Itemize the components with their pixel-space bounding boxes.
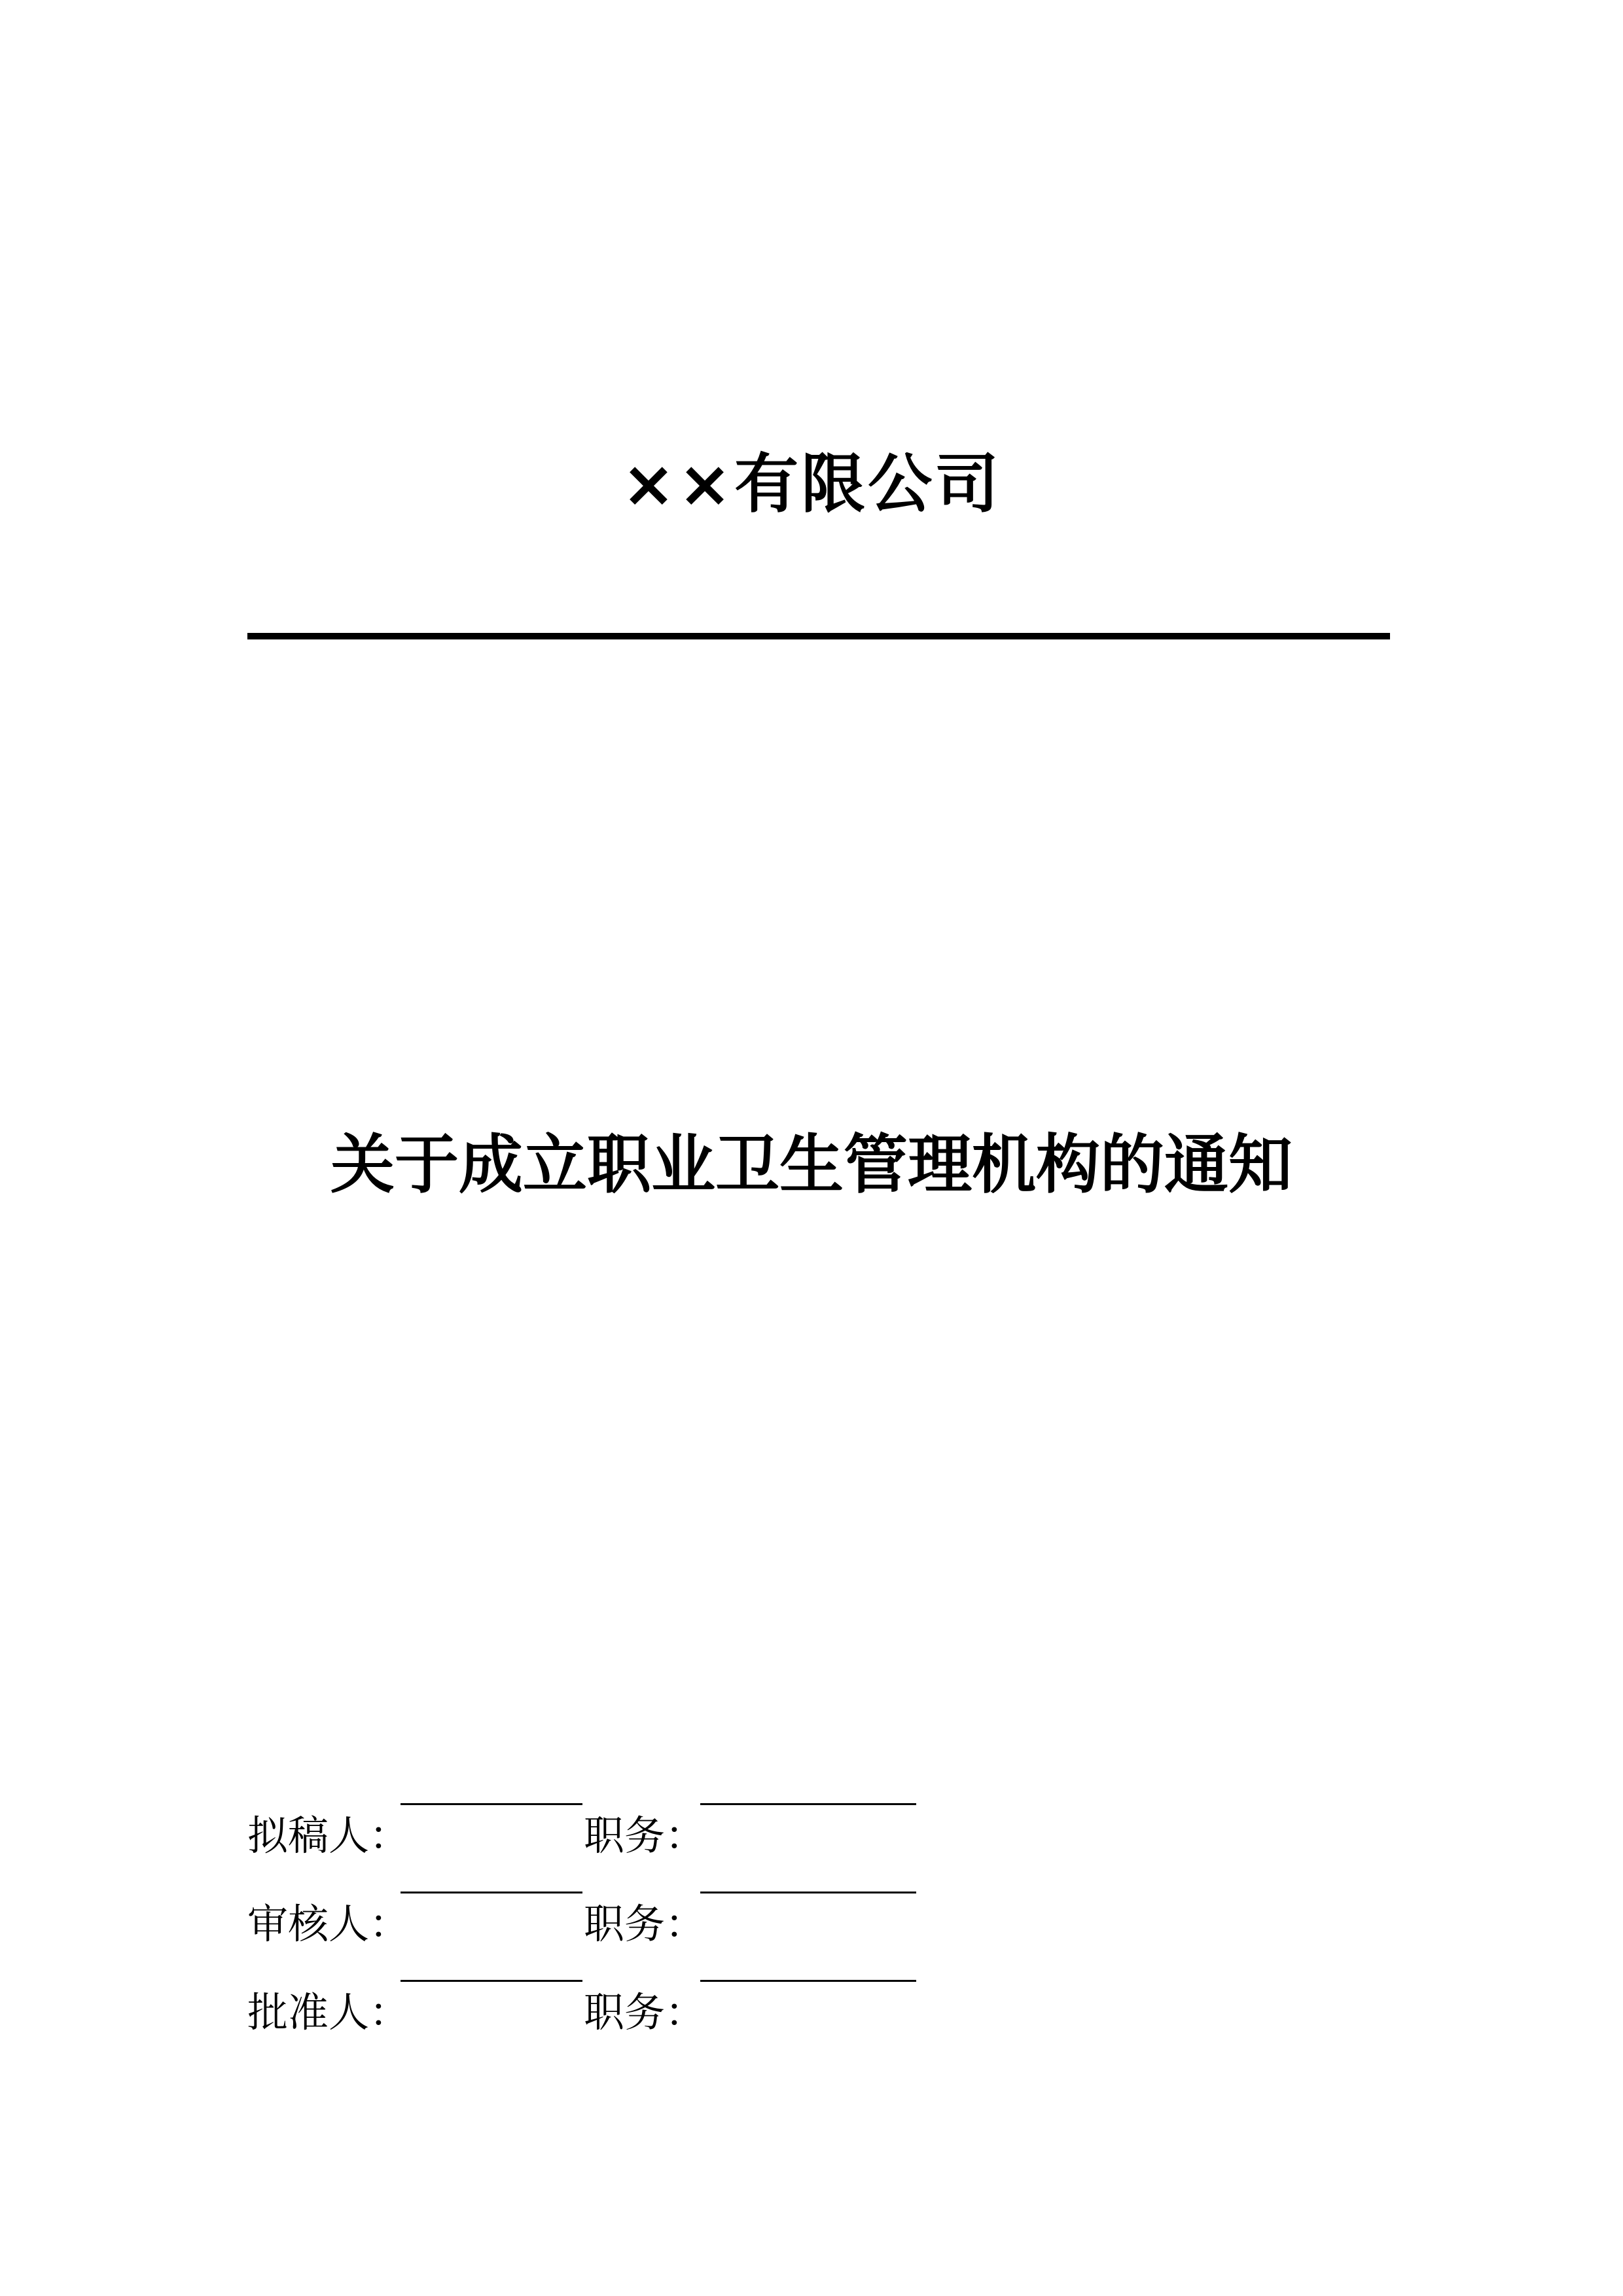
drafter-label: 拟稿人： <box>247 1812 410 1859</box>
reviewer-duty-label: 职务： <box>584 1900 706 1948</box>
drafter-name-blank <box>401 1803 582 1805</box>
drafter-duty-label: 职务： <box>584 1812 706 1859</box>
reviewer-label: 审核人： <box>247 1900 410 1948</box>
header-divider <box>247 633 1390 639</box>
approver-name-blank <box>401 1980 582 1982</box>
approver-duty-label: 职务： <box>584 1988 706 2036</box>
approver-label: 批准人： <box>247 1988 410 2036</box>
company-name: ××有限公司 <box>621 447 1002 522</box>
document-title: 关于成立职业卫生管理机构的通知 <box>330 1128 1293 1202</box>
approver-duty-blank <box>700 1980 916 1982</box>
reviewer-duty-blank <box>700 1892 916 1893</box>
signature-row-approver <box>247 1980 1033 2068</box>
signature-row-drafter <box>247 1803 1033 1892</box>
drafter-duty-blank <box>700 1803 916 1805</box>
signature-block <box>247 1803 1033 2068</box>
signature-row-reviewer <box>247 1892 1033 1980</box>
reviewer-name-blank <box>401 1892 582 1893</box>
